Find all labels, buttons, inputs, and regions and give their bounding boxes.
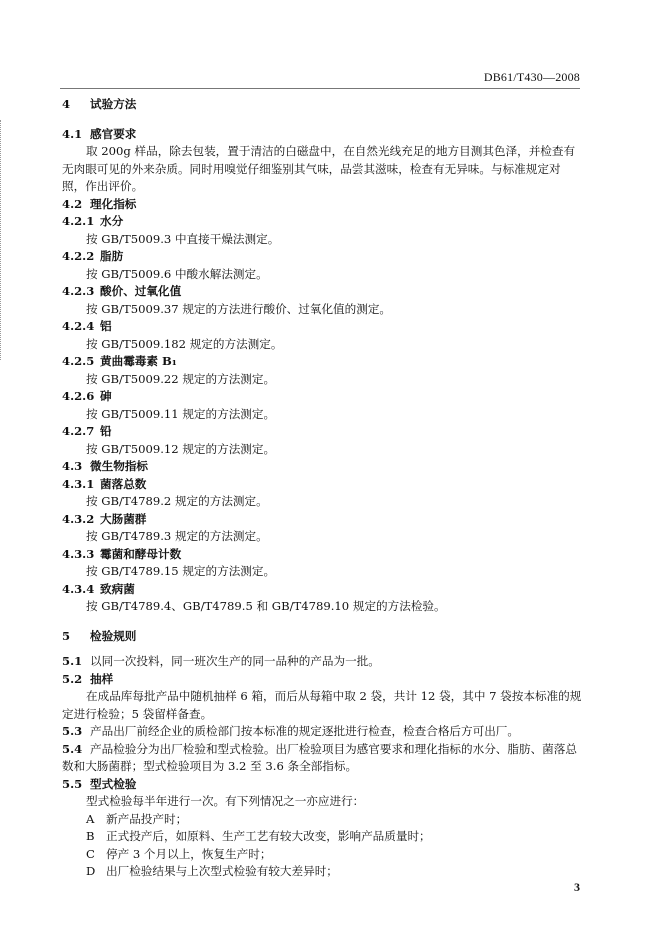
subsection-heading: 4.3.4 致病菌: [62, 581, 135, 596]
paragraph: 按 GB/T4789.2 规定的方法测定。: [86, 494, 268, 508]
subsection-heading: 4.2.4 铝: [62, 319, 112, 333]
list-item: B 正式投产后，如原料、生产工艺有较大改变，影响产品质量时；: [86, 829, 431, 843]
header-rule: [60, 88, 580, 89]
clause-5-1: 5.1 以同一次投料，同一班次生产的同一品种的产品为一批。: [62, 654, 380, 668]
subsection-heading: 4.3.3 霉菌和酵母计数: [62, 546, 182, 561]
paragraph: 按 GB/T5009.22 规定的方法测定。: [86, 371, 276, 386]
paragraph: 按 GB/T5009.6 中酸水解法测定。: [86, 266, 268, 281]
paragraph: 型式检验每半年进行一次。有下列情况之一亦应进行：: [86, 794, 365, 808]
page-number: 3: [574, 880, 580, 894]
section-heading: 5 检验规则: [62, 628, 137, 643]
page-content: [62, 96, 582, 881]
subsection-heading: 4.3.2 大肠菌群: [62, 511, 147, 526]
section-heading: 4 试验方法: [62, 97, 137, 111]
subsection-heading: 4.2.7 铅: [62, 424, 112, 438]
paragraph: 在成品库每批产品中随机抽样 6 箱，而后从每箱中取 2 袋，共计 12 袋，其中 7 袋按本标准的规定进行检验；5 袋留样备查。: [62, 689, 582, 721]
paragraph: 取 200g 样品，除去包装，置于清洁的白磁盘中，在自然光线充足的地方目测其色泽，并检查有无肉眼可见的外来杂质。同时用嗅觉仔细鉴别其气味，品尝其滋味，检查有无异味。与标准规定对照，作出评价。: [62, 144, 576, 193]
subsection-heading: 5.5 型式检验: [62, 776, 137, 791]
subsection-heading: 5.2 抽样: [62, 671, 114, 686]
section-heading: 4.2 理化指标: [62, 196, 137, 211]
subsection-heading: 4.2.2 脂肪: [62, 249, 124, 263]
clause-5-4: 5.4 产品检验分为出厂检验和型式检验。出厂检验项目为感官要求和理化指标的水分、脂肪、菌落总数和大肠菌群；型式检验项目为 3.2 至 3.6 条全部指标。: [62, 741, 577, 773]
subsection-heading: 4.3.1 菌落总数: [62, 476, 147, 491]
paragraph: 按 GB/T5009.12 规定的方法测定。: [86, 441, 276, 456]
subsection-heading: 4.2.5 黄曲霉毒素 B₁: [62, 354, 177, 368]
section-heading: 4.3 微生物指标: [62, 459, 148, 473]
section-heading: 4.1 感官要求: [62, 126, 137, 141]
subsection-heading: 4.2.3 酸价、过氧化值: [62, 284, 182, 298]
paragraph: 按 GB/T5009.3 中直接干燥法测定。: [86, 231, 280, 246]
binding-margin-mark: [0, 120, 3, 360]
paragraph: 按 GB/T5009.11 规定的方法测定。: [86, 406, 276, 421]
list-item: D 出厂检验结果与上次型式检验有较大差异时；: [86, 864, 338, 878]
clause-5-3: 5.3 产品出厂前经企业的质检部门按本标准的规定逐批进行检查，检查合格后方可出厂。: [62, 724, 519, 738]
paragraph: 按 GB/T5009.37 规定的方法进行酸价、过氧化值的测定。: [86, 301, 392, 316]
list-item: C 停产 3 个月以上，恢复生产时；: [86, 846, 272, 861]
subsection-heading: 4.2.6 砷: [62, 389, 112, 403]
paragraph: 按 GB/T5009.182 规定的方法测定。: [86, 336, 283, 351]
paragraph: 按 GB/T4789.15 规定的方法测定。: [86, 564, 276, 578]
paragraph: 按 GB/T4789.3 规定的方法测定。: [86, 529, 268, 543]
doc-code: DB61/T430—2008: [483, 70, 580, 84]
list-item: A 新产品投产时；: [86, 811, 188, 826]
paragraph: 按 GB/T4789.4、GB/T4789.5 和 GB/T4789.10 规定的方法检验。: [86, 599, 446, 613]
subsection-heading: 4.2.1 水分: [62, 214, 124, 228]
